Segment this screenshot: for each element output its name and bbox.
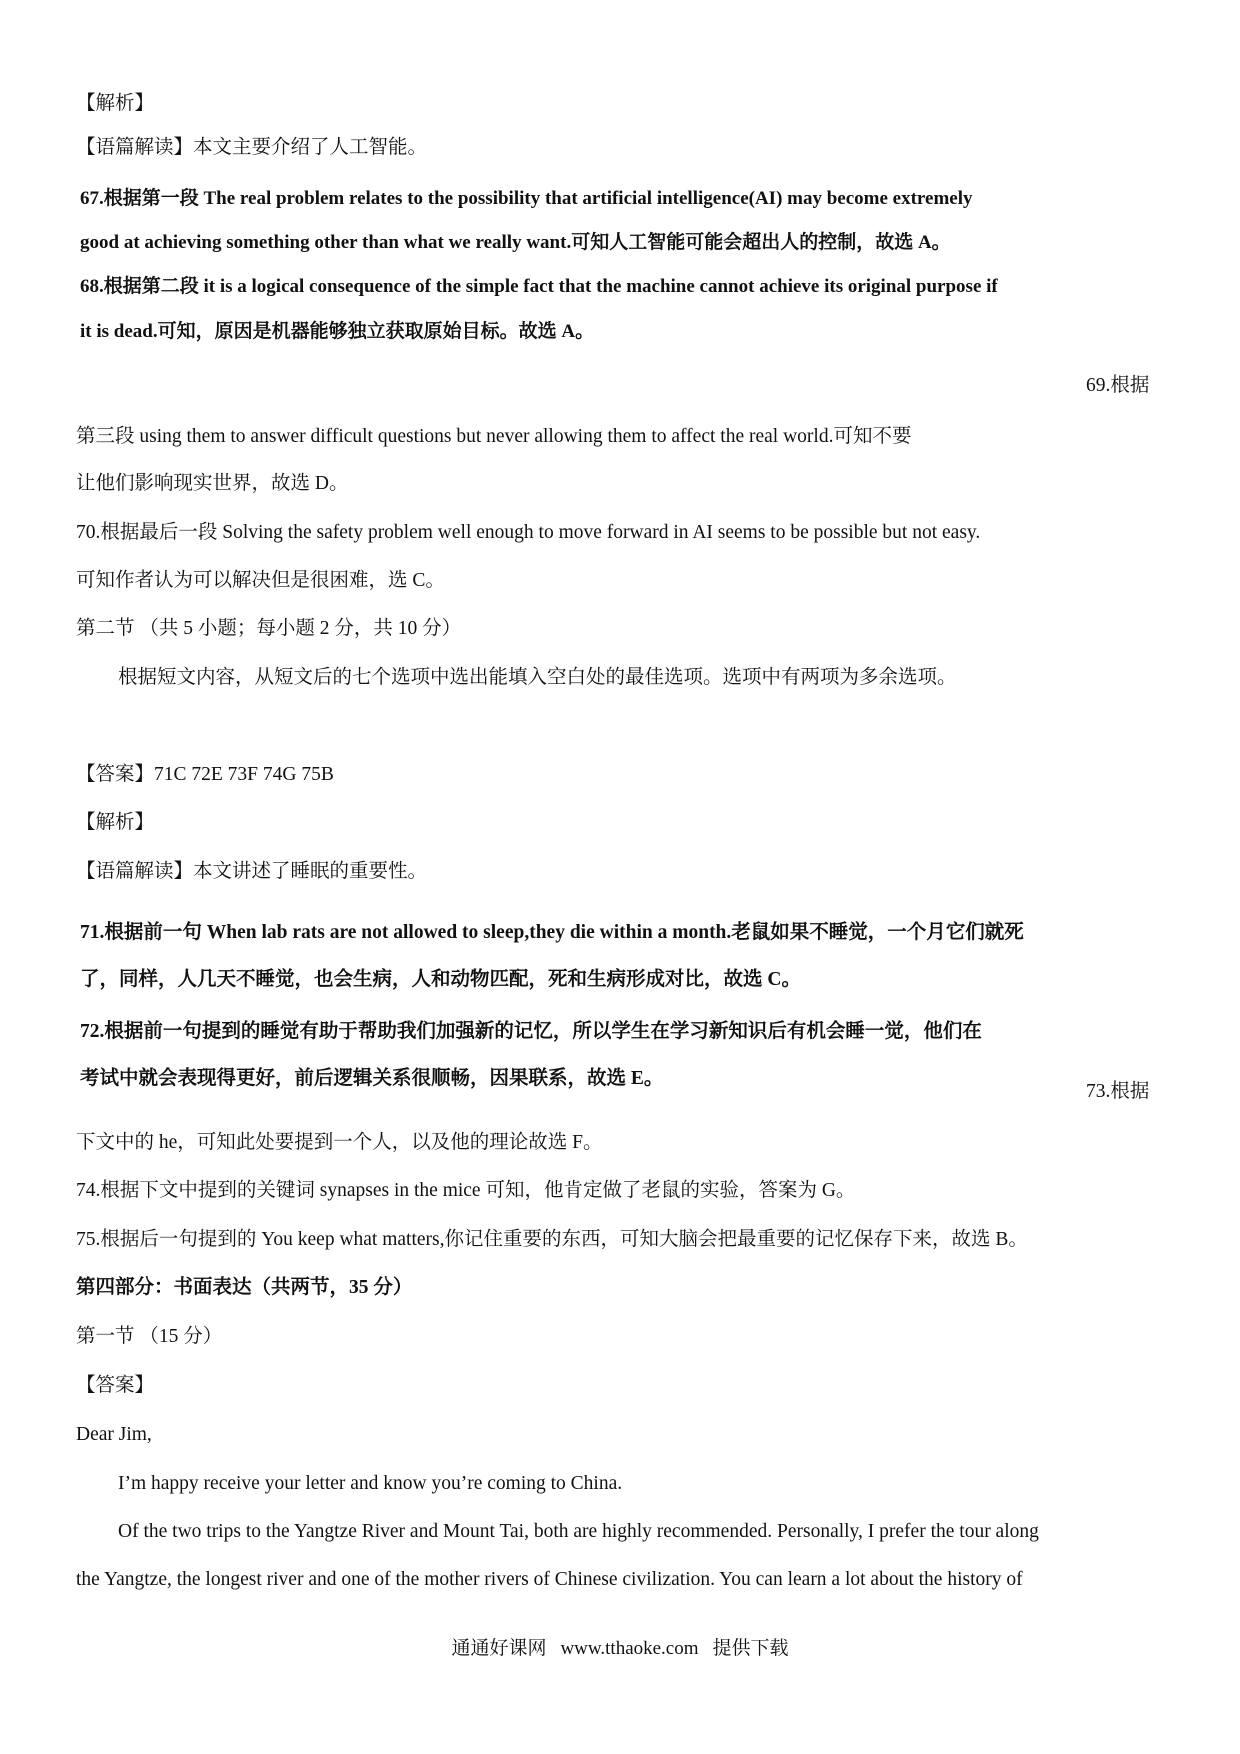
letter-greeting: Dear Jim, — [76, 1424, 152, 1445]
part-4-heading: 第四部分：书面表达（共两节，35 分） — [76, 1277, 413, 1298]
q71-line-2: 了，同样，人几天不睡觉，也会生病，人和动物匹配，死和生病形成对比，故选 C。 — [80, 969, 801, 990]
page-footer — [0, 1633, 1240, 1660]
q73-heading: 73.根据 — [1086, 1081, 1150, 1102]
footer-site-name: 通通好课网 — [451, 1638, 547, 1659]
q69-line-1: 第三段 using them to answer difficult questions but never allowing them to affect the real world.可知不要 — [76, 426, 912, 447]
q70-line-1: 70.根据最后一段 Solving the safety problem well enough to move forward in AI seems to be possible but not easy. — [76, 522, 981, 543]
q73-line: 下文中的 he，可知此处要提到一个人，以及他的理论故选 F。 — [76, 1132, 603, 1153]
q67-line-1: 67.根据第一段 The real problem relates to the possibility that artificial intelligence(AI) may become extremely — [80, 188, 973, 209]
analysis-heading: 【解析】 — [76, 93, 155, 114]
q68-line-1: 68.根据第二段 it is a logical consequence of the simple fact that the machine cannot achieve its original purpose if — [80, 276, 998, 297]
section-2-instructions: 根据短文内容，从短文后的七个选项中选出能填入空白处的最佳选项。选项中有两项为多余选项。 — [118, 667, 957, 688]
passage-summary: 【语篇解读】本文主要介绍了人工智能。 — [76, 137, 428, 158]
q70-line-2: 可知作者认为可以解决但是很困难，选 C。 — [76, 570, 445, 591]
q72-line-1: 72.根据前一句提到的睡觉有助于帮助我们加强新的记忆，所以学生在学习新知识后有机会睡一觉，他们在 — [80, 1021, 982, 1042]
answer-key: 【答案】71C 72E 73F 74G 75B — [76, 764, 334, 785]
q68-line-2: it is dead.可知，原因是机器能够独立获取原始目标。故选 A。 — [80, 321, 595, 342]
answer-heading: 【答案】 — [76, 1375, 155, 1396]
letter-paragraph-1: I’m happy receive your letter and know you’re coming to China. — [118, 1473, 623, 1494]
q71-line-1: 71.根据前一句 When lab rats are not allowed to sleep,they die within a month.老鼠如果不睡觉，一个月它们就死 — [80, 922, 1024, 943]
q69-heading: 69.根据 — [1086, 375, 1150, 396]
passage-summary-2: 【语篇解读】本文讲述了睡眠的重要性。 — [76, 861, 428, 882]
letter-paragraph-2-line-2: the Yangtze, the longest river and one of the mother rivers of Chinese civilization. You can learn a lot about the history of — [76, 1569, 1023, 1590]
q69-line-2: 让他们影响现实世界，故选 D。 — [76, 473, 349, 494]
section-1-heading: 第一节 （15 分） — [76, 1326, 223, 1347]
q72-line-2: 考试中就会表现得更好，前后逻辑关系很顺畅，因果联系，故选 E。 — [80, 1068, 664, 1089]
q75-line: 75.根据后一句提到的 You keep what matters,你记住重要的东西，可知大脑会把最重要的记忆保存下来，故选 B。 — [76, 1229, 1028, 1250]
section-2-heading: 第二节 （共 5 小题；每小题 2 分，共 10 分） — [76, 618, 462, 639]
footer-url[interactable]: www.tthaoke.com — [560, 1638, 699, 1659]
letter-paragraph-2-line-1: Of the two trips to the Yangtze River and Mount Tai, both are highly recommended. Personally, I prefer the tour along — [118, 1521, 1039, 1542]
q67-line-2: good at achieving something other than what we really want.可知人工智能可能会超出人的控制，故选 A。 — [80, 232, 951, 253]
analysis-heading-2: 【解析】 — [76, 812, 155, 833]
q74-line: 74.根据下文中提到的关键词 synapses in the mice 可知，他肯定做了老鼠的实验，答案为 G。 — [76, 1180, 856, 1201]
footer-suffix: 提供下载 — [712, 1638, 789, 1659]
